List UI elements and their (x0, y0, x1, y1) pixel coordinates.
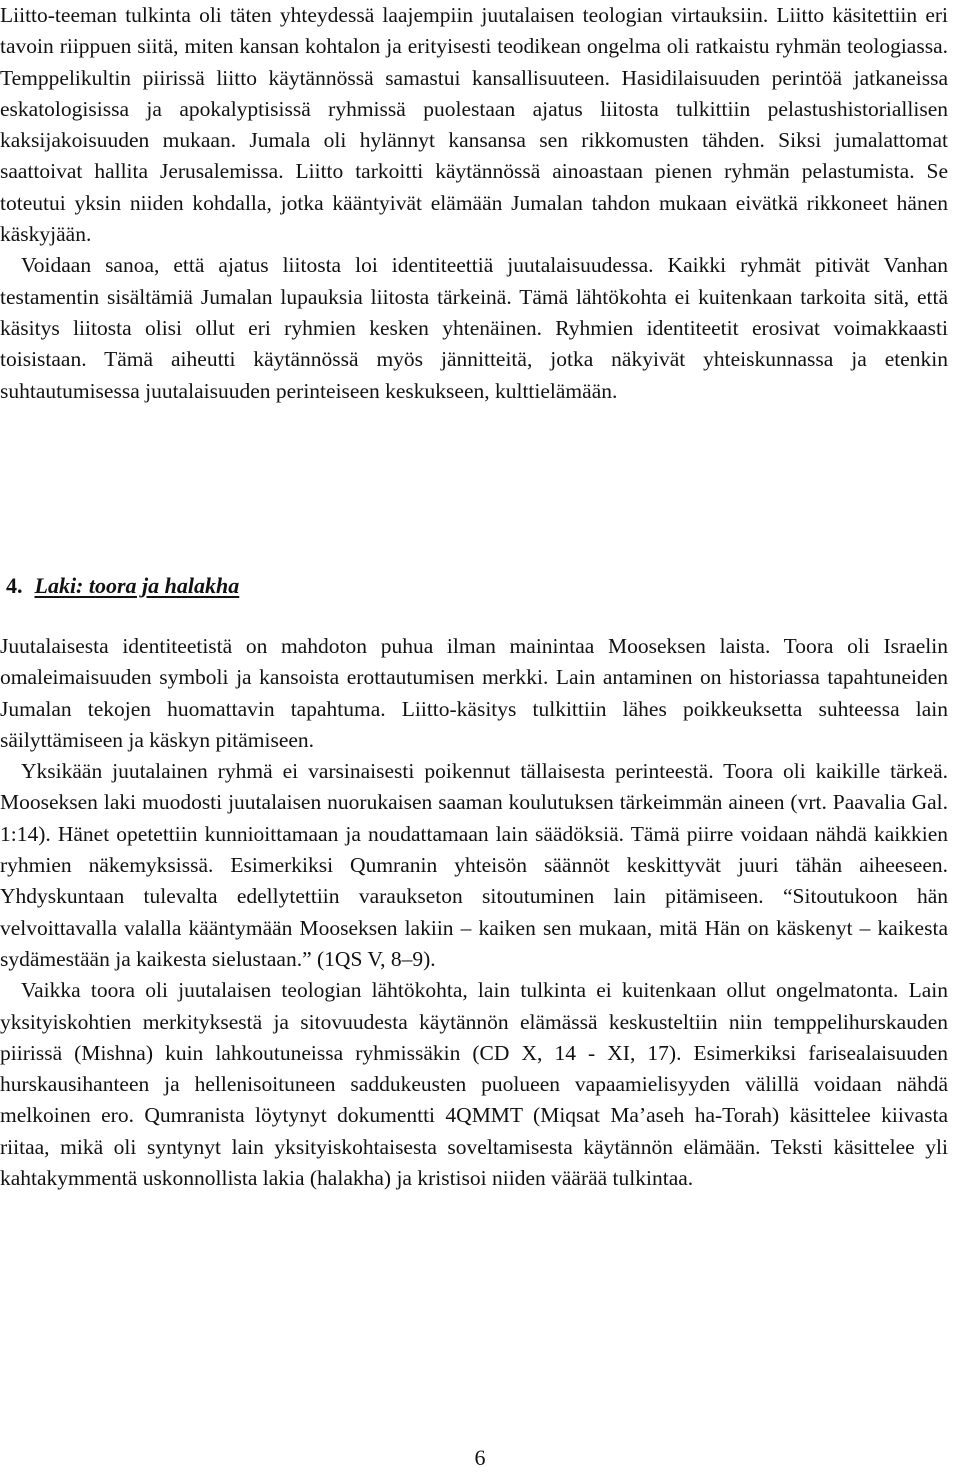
section-heading (6, 570, 239, 601)
body-text-block-1 (0, 0, 948, 407)
paragraph-2: Voidaan sanoa, että ajatus liitosta loi identiteettiä juutalaisuudessa. Kaikki ryhmät pitivät Vanhan testamentin sisältämiä Jumalan lupauksia liitosta tärkeinä. Tämä lähtökohta ei kuitenkaan tarkoita sitä, että käsitys liitosta olisi ollut eri ryhmien kesken yhtenäinen. Ryhmien identiteetit erosivat voimakkaasti toisistaan. Tämä aiheutti käytännössä myös jännitteitä, jotka näkyivät yhteiskunnassa ja etenkin suhtautumisessa juutalaisuuden perinteiseen keskukseen, kulttielämään. (0, 253, 948, 403)
paragraph-3: Juutalaisesta identiteetistä on mahdoton puhua ilman mainintaa Mooseksen laista. Toora oli Israelin omaleimaisuuden symboli ja kansoista erottautumisen merkki. Lain antaminen on historiassa tapahtuneiden Jumalan tekojen huomattavin tapahtuma. Liitto-käsitys tulkittiin lähes poikkeuksetta suhteessa lain säilyttämiseen ja käskyn pitämiseen. (0, 634, 948, 752)
section-number: 4. (6, 573, 23, 598)
page-number: 6 (474, 1445, 486, 1470)
paragraph-1: Liitto-teeman tulkinta oli täten yhteydessä laajempiin juutalaisen teologian virtauksiin. Liitto käsitettiin eri tavoin riippuen siitä, miten kansan kohtalon ja erityisesti teodikean ongelma oli ratkaistu ryhmän teologiassa. Temppelikultin piirissä liitto käytännössä samastui kansallisuuteen. Hasidilaisuuden perintöä jatkaneissa eskatologisissa ja apokalyptisissä ryhmissä puolestaan ajatus liitosta tulkittiin pelastushistoriallisen kaksijakoisuuden mukaan. Jumala oli hylännyt kansansa sen rikkomusten tähden. Siksi jumalattomat saattoivat hallita Jerusalemissa. Liitto tarkoitti käytännössä ainoastaan pienen ryhmän pelastumista. Se toteutui yksin niiden kohdalla, jotka kääntyivät elämään Jumalan tahdon mukaan eivätkä rikkoneet hänen käskyjään. (0, 3, 948, 247)
paragraph-5: Vaikka toora oli juutalaisen teologian lähtökohta, lain tulkinta ei kuitenkaan ollut ongelmatonta. Lain yksityiskohtien merkityksestä ja sitovuudesta käytännön elämässä keskusteltiin niin temppelihurskauden piirissä (Mishna) kuin lahkoutuneissa ryhmissäkin (CD X, 14 - XI, 17). Esimerkiksi farisealaisuuden hurskausihanteen ja hellenisoituneen saddukeusten puolueen vapaamielisyyden välillä voidaan nähdä melkoinen ero. Qumranista löytynyt dokumentti 4QMMT (Miqsat Ma’aseh ha-Torah) käsittelee kiivasta riitaa, mikä oli syntynyt lain yksityiskohtaisesta soveltamisesta käytännön elämään. Teksti käsittelee yli kahtakymmentä uskonnollista lakia (halakha) ja kristisoi niiden väärää tulkintaa. (0, 978, 948, 1191)
paragraph-4: Yksikään juutalainen ryhmä ei varsinaisesti poikennut tällaisesta perinteestä. Toora oli kaikille tärkeä. Mooseksen laki muodosti juutalaisen nuorukaisen saaman koulutuksen tärkeimmän aineen (vrt. Paavalia Gal. 1:14). Hänet opetettiin kunnioittamaan ja noudattamaan lain säädöksiä. Tämä piirre voidaan nähdä kaikkien ryhmien näkemyksissä. Esimerkiksi Qumranin yhteisön säännöt keskittyvät juuri tähän aiheeseen. Yhdyskuntaan tulevalta edellytettiin varaukseton sitoutuminen lain pitämiseen. “Sitoutukoon hän velvoittavalla valalla kääntymään Mooseksen lakiin – kaiken sen mukaan, mitä Hän on käskenyt – kaikesta sydämestään ja kaikesta sielustaan.” (1QS V, 8–9). (0, 759, 948, 971)
body-text-block-2 (0, 631, 948, 1194)
section-title: Laki: toora ja halakha (34, 573, 240, 598)
